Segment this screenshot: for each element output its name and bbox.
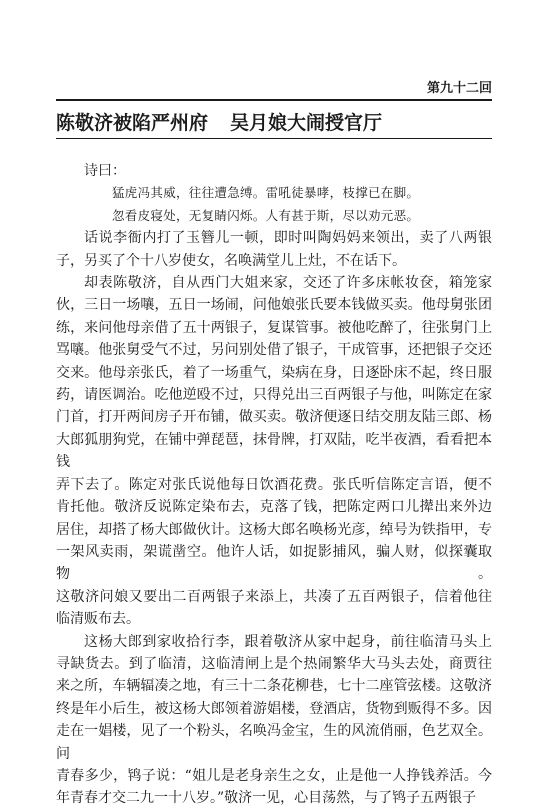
title-rule (56, 138, 492, 139)
text-line: 大郎狐朋狗党，在铺中弹琵琶，抹骨牌，打双陆，吃半夜酒，看看把本钱 (56, 431, 492, 471)
text-line: 寻缺货去。到了临清，这临清闸上是个热闹繁华大马头去处，商贾往 (56, 655, 492, 672)
poem-line: 忽看皮寝处，无复睛闪烁。人有甚于斯，尽以劝元恶。 (112, 207, 420, 223)
text-line: 年青春才交二九一十八岁。”敬济一见，心目荡然，与了鸨子五两银子 (56, 790, 477, 807)
header-rule (56, 99, 492, 101)
text-line: 交来。他母亲张氏，着了一场重气，染病在身，日逐卧床不起，终日服 (56, 364, 492, 381)
poem-intro: 诗曰： (84, 163, 126, 179)
text-line: 骂嚷。他张舅受气不过，另问别处借了银子，干成管事，还把银子交还 (56, 342, 492, 359)
text-line: 青春多少，鸨子说：“姐儿是老身亲生之女，止是他一人挣钱养活。今 (56, 767, 492, 784)
text-line: 练，来问他母亲借了五十两银子，复谋管事。被他吃醉了，往张舅门上 (56, 319, 492, 336)
text-line: 这敬济问娘又要出二百两银子来添上，共凑了五百两银子，信着他往 (56, 588, 492, 605)
text-line: 来之所，车辆辐凑之地，有三十二条花柳巷，七十二座管弦楼。这敬济 (56, 678, 492, 695)
chapter-number: 第九十二回 (426, 81, 492, 96)
text-line: 话说李衙内打了玉簪儿一顿，即时叫陶妈妈来领出，卖了八两银 (84, 230, 492, 247)
poem-line: 猛虎冯其威，往往遭急缚。雷吼徒暴哮，枝撑已在脚。 (112, 185, 420, 201)
chapter-title-part2: 吴月娘大闹授官厅 (230, 112, 383, 134)
text-line: 终是年小后生，被这杨大郎领着游娼楼，登酒店，货物到贩得不多。因 (56, 700, 492, 717)
text-line: 这杨大郎到家收拾行李，跟着敬济从家中起身，前往临清马头上 (84, 633, 492, 650)
text-line: 一架风卖雨，架谎凿空。他许人话，如捉影捕风，骗人财，似探囊取物。 (56, 543, 492, 583)
paragraph (56, 227, 492, 272)
text-line: 药，请医调治。吃他逆殴不过，只得兑出三百两银子与他，叫陈定在家 (56, 387, 492, 404)
paragraphs (56, 227, 492, 810)
chapter-body (56, 160, 492, 810)
text-line: 走在一娼楼，见了一个粉头，名唤冯金宝，生的风流俏丽，色艺双全。问 (56, 723, 492, 762)
text-line: 居住，却搭了杨大郎做伙计。这杨大郎名唤杨光彦，绰号为铁指甲，专 (56, 521, 492, 538)
text-line: 子，另买了个十八岁使女，名唤满堂儿上灶，不在话下。 (56, 252, 406, 269)
text-line: 伙，三日一场嚷，五日一场闹，问他娘张氏要本钱做买卖。他母舅张团 (56, 297, 492, 314)
text-line: 却表陈敬济，自从西门大姐来家，交还了许多床帐妆奁，箱笼家 (84, 275, 492, 292)
paragraph (56, 272, 492, 631)
paragraph (56, 631, 492, 810)
text-line: 弄下去了。陈定对张氏说他每日饮酒花费。张氏听信陈定言语，便不 (56, 476, 492, 493)
chapter-header (56, 77, 492, 97)
text-line: 肯托他。敬济反说陈定染布去，克落了钱，把陈定两口儿撵出来外边 (56, 499, 492, 516)
text-line: 临清贩布去。 (56, 611, 140, 628)
chapter-title (56, 108, 492, 135)
text-line: 门首，打开两间房子开布铺，做买卖。敬济便逐日结交朋友陆三郎、杨 (56, 409, 492, 426)
chapter-title-part1: 陈敬济被陷严州府 (56, 112, 209, 134)
